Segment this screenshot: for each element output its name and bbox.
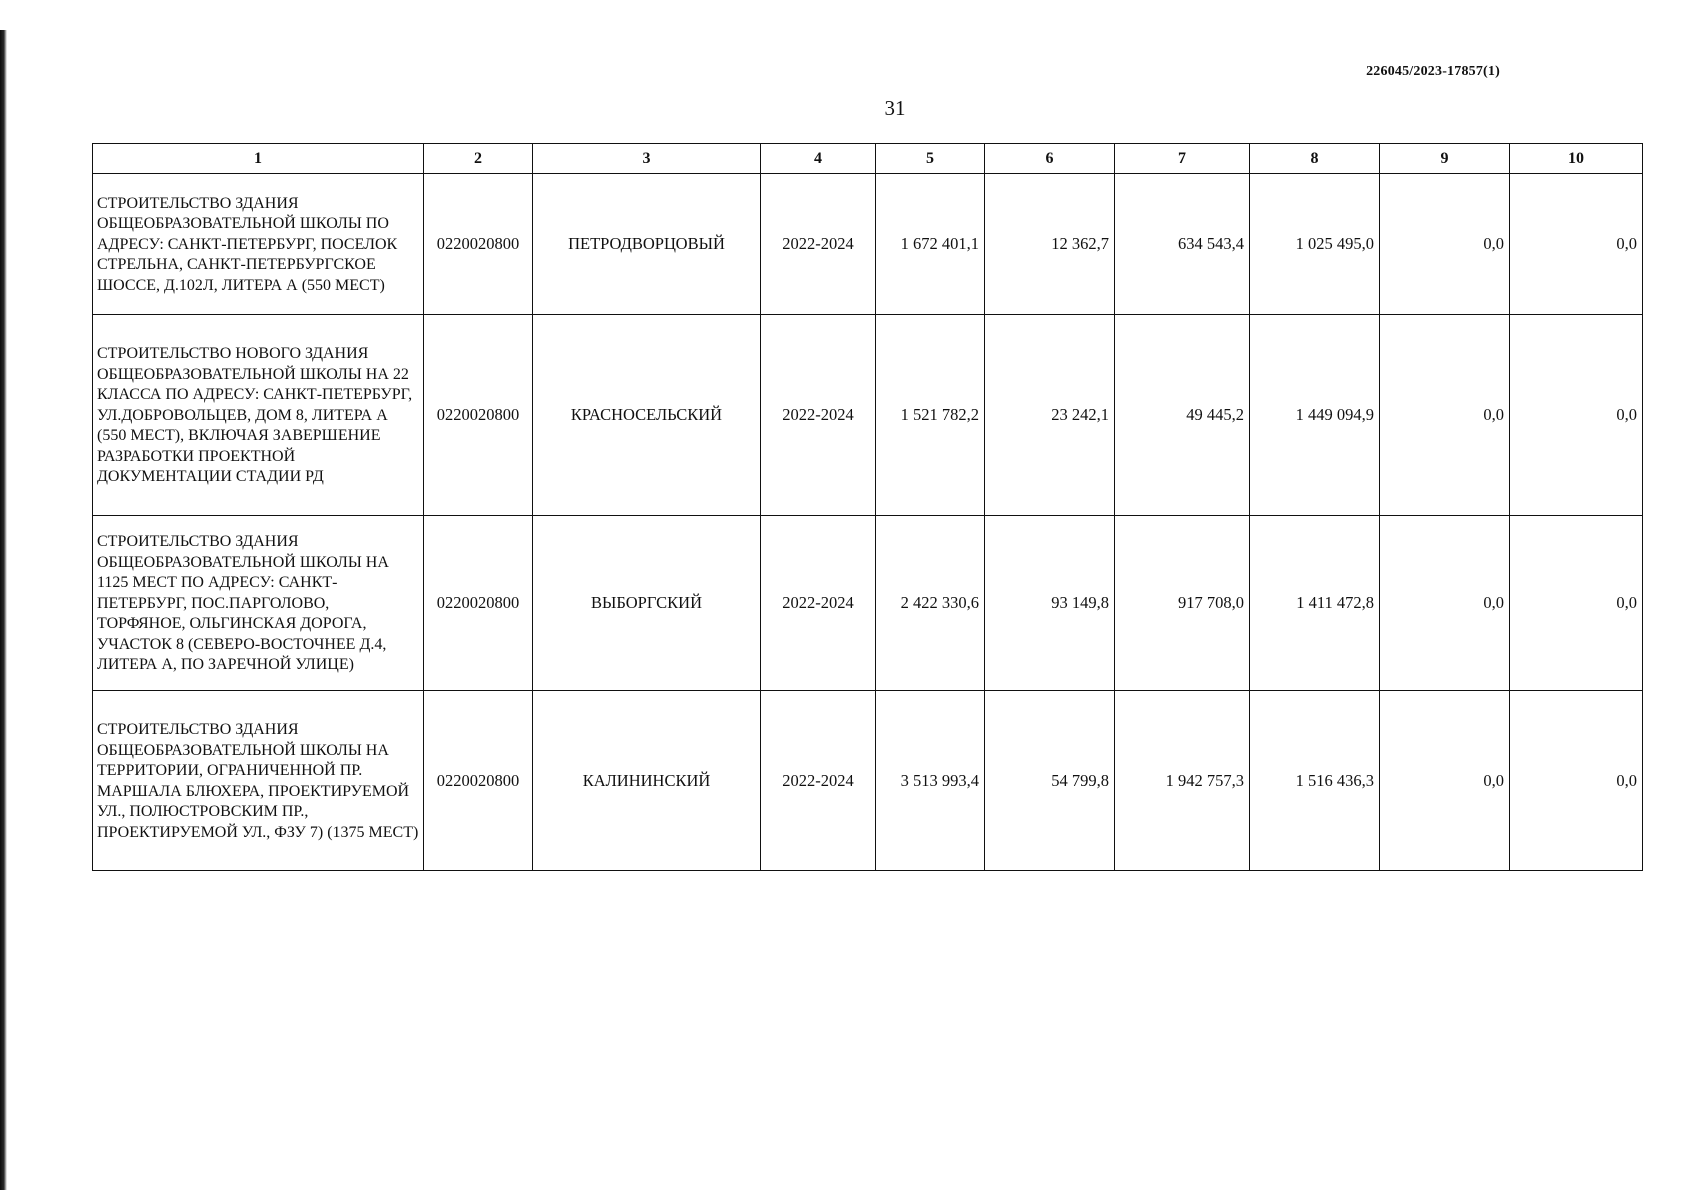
- value-cell-7: 634 543,4: [1115, 174, 1250, 315]
- value-cell-7: 917 708,0: [1115, 516, 1250, 691]
- column-header-8: 8: [1250, 144, 1380, 174]
- value-cell-10: 0,0: [1510, 516, 1643, 691]
- column-header-7: 7: [1115, 144, 1250, 174]
- period-cell: 2022-2024: [761, 516, 876, 691]
- period-cell: 2022-2024: [761, 174, 876, 315]
- code-cell: 0220020800: [424, 691, 533, 871]
- value-cell-7: 1 942 757,3: [1115, 691, 1250, 871]
- table-row: [93, 516, 1643, 691]
- table-row: [93, 174, 1643, 315]
- value-cell-9: 0,0: [1380, 691, 1510, 871]
- value-cell-8: 1 516 436,3: [1250, 691, 1380, 871]
- code-cell: 0220020800: [424, 516, 533, 691]
- value-cell-10: 0,0: [1510, 315, 1643, 516]
- table-header-row: [93, 144, 1643, 174]
- value-cell-8: 1 411 472,8: [1250, 516, 1380, 691]
- value-cell-9: 0,0: [1380, 315, 1510, 516]
- column-header-6: 6: [985, 144, 1115, 174]
- value-cell-9: 0,0: [1380, 174, 1510, 315]
- document-id: 226045/2023-17857(1): [1366, 64, 1500, 79]
- scan-edge-artifact: [0, 30, 7, 1190]
- value-cell-5: 1 672 401,1: [876, 174, 985, 315]
- value-cell-5: 3 513 993,4: [876, 691, 985, 871]
- object-name-cell: СТРОИТЕЛЬСТВО ЗДАНИЯ ОБЩЕОБРАЗОВАТЕЛЬНОЙ ШКОЛЫ ПО АДРЕСУ: САНКТ-ПЕТЕРБУРГ, ПОСЕЛОК СТРЕЛЬНА, САНКТ-ПЕТЕРБУРГСКОЕ ШОССЕ, Д.102Л, ЛИТЕРА А (550 МЕСТ): [93, 174, 424, 315]
- value-cell-8: 1 025 495,0: [1250, 174, 1380, 315]
- value-cell-5: 1 521 782,2: [876, 315, 985, 516]
- district-cell: КАЛИНИНСКИЙ: [533, 691, 761, 871]
- code-cell: 0220020800: [424, 174, 533, 315]
- budget-table: [92, 143, 1643, 871]
- column-header-2: 2: [424, 144, 533, 174]
- district-cell: ВЫБОРГСКИЙ: [533, 516, 761, 691]
- object-name-cell: СТРОИТЕЛЬСТВО НОВОГО ЗДАНИЯ ОБЩЕОБРАЗОВАТЕЛЬНОЙ ШКОЛЫ НА 22 КЛАССА ПО АДРЕСУ: САНКТ-ПЕТЕРБУРГ, УЛ.ДОБРОВОЛЬЦЕВ, ДОМ 8, ЛИТЕРА А (550 МЕСТ), ВКЛЮЧАЯ ЗАВЕРШЕНИЕ РАЗРАБОТКИ ПРОЕКТНОЙ ДОКУМЕНТАЦИИ СТАДИИ РД: [93, 315, 424, 516]
- object-name-cell: СТРОИТЕЛЬСТВО ЗДАНИЯ ОБЩЕОБРАЗОВАТЕЛЬНОЙ ШКОЛЫ НА ТЕРРИТОРИИ, ОГРАНИЧЕННОЙ ПР. МАРШАЛА БЛЮХЕРА, ПРОЕКТИРУЕМОЙ УЛ., ПОЛЮСТРОВСКИМ ПР., ПРОЕКТИРУЕМОЙ УЛ., ФЗУ 7) (1375 МЕСТ): [93, 691, 424, 871]
- value-cell-9: 0,0: [1380, 516, 1510, 691]
- value-cell-7: 49 445,2: [1115, 315, 1250, 516]
- column-header-9: 9: [1380, 144, 1510, 174]
- value-cell-6: 23 242,1: [985, 315, 1115, 516]
- code-cell: 0220020800: [424, 315, 533, 516]
- column-header-5: 5: [876, 144, 985, 174]
- period-cell: 2022-2024: [761, 315, 876, 516]
- value-cell-6: 12 362,7: [985, 174, 1115, 315]
- column-header-4: 4: [761, 144, 876, 174]
- page-number: 31: [884, 96, 906, 120]
- value-cell-6: 54 799,8: [985, 691, 1115, 871]
- district-cell: ПЕТРОДВОРЦОВЫЙ: [533, 174, 761, 315]
- column-header-3: 3: [533, 144, 761, 174]
- period-cell: 2022-2024: [761, 691, 876, 871]
- value-cell-10: 0,0: [1510, 174, 1643, 315]
- column-header-1: 1: [93, 144, 424, 174]
- column-header-10: 10: [1510, 144, 1643, 174]
- district-cell: КРАСНОСЕЛЬСКИЙ: [533, 315, 761, 516]
- object-name-cell: СТРОИТЕЛЬСТВО ЗДАНИЯ ОБЩЕОБРАЗОВАТЕЛЬНОЙ ШКОЛЫ НА 1125 МЕСТ ПО АДРЕСУ: САНКТ-ПЕТЕРБУРГ, ПОС.ПАРГОЛОВО, ТОРФЯНОЕ, ОЛЬГИНСКАЯ ДОРОГА, УЧАСТОК 8 (СЕВЕРО-ВОСТОЧНЕЕ Д.4, ЛИТЕРА А, ПО ЗАРЕЧНОЙ УЛИЦЕ): [93, 516, 424, 691]
- value-cell-6: 93 149,8: [985, 516, 1115, 691]
- table-row: [93, 315, 1643, 516]
- table-row: [93, 691, 1643, 871]
- value-cell-5: 2 422 330,6: [876, 516, 985, 691]
- value-cell-8: 1 449 094,9: [1250, 315, 1380, 516]
- value-cell-10: 0,0: [1510, 691, 1643, 871]
